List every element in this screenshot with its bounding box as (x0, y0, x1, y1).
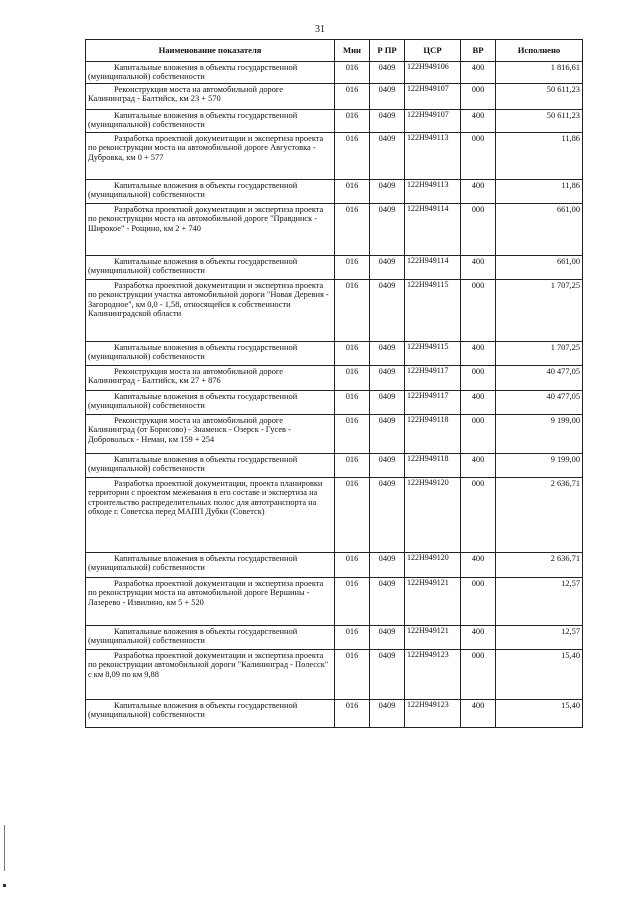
table-row (86, 279, 583, 341)
row-vr: 000 (461, 477, 496, 552)
row-rpr: 0409 (370, 62, 405, 84)
row-rpr: 0409 (370, 453, 405, 477)
row-name: Разработка проектной документации, проекта планировки территории с проектом межевания в его составе и экспертиза на строительство распределительных полос для автотранспорта на обходе г. Советска перед МАПП Дубки (Советск) (86, 477, 335, 552)
row-name: Разработка проектной документации и экспертиза проекта по реконструкции участка автомобильной дороги "Новая Деревня - Загородное", км 0,0 - 1,58, относящейся к собственности Калининградской области (86, 279, 335, 341)
row-vr: 400 (461, 699, 496, 727)
row-vr: 400 (461, 62, 496, 84)
row-rpr: 0409 (370, 341, 405, 365)
row-csr: 122Н949123 (405, 699, 461, 727)
row-min: 016 (335, 552, 370, 577)
row-min: 016 (335, 83, 370, 109)
row-vr: 400 (461, 625, 496, 649)
row-rpr: 0409 (370, 552, 405, 577)
row-min: 016 (335, 365, 370, 390)
row-name: Капитальные вложения в объекты государственной (муниципальной) собственности (86, 699, 335, 727)
row-name: Разработка проектной документации и экспертиза проекта по реконструкции моста на автомобильной дороге "Правдинск - Широкое" - Рощино, км 2 + 740 (86, 203, 335, 255)
row-name: Разработка проектной документации и экспертиза проекта по реконструкции моста на автомобильной дороге Августовка - Дубровка, км 0 + 577 (86, 132, 335, 179)
row-name: Капитальные вложения в объекты государственной (муниципальной) собственности (86, 109, 335, 132)
row-rpr: 0409 (370, 255, 405, 279)
row-csr: 122Н949113 (405, 132, 461, 179)
row-csr: 122Н949106 (405, 62, 461, 84)
table-row (86, 649, 583, 699)
row-csr: 122Н949117 (405, 365, 461, 390)
row-min: 016 (335, 255, 370, 279)
row-rpr: 0409 (370, 203, 405, 255)
row-vr: 400 (461, 552, 496, 577)
row-name: Капитальные вложения в объекты государственной (муниципальной) собственности (86, 453, 335, 477)
row-csr: 122Н949123 (405, 649, 461, 699)
table-row (86, 577, 583, 625)
header-vr: ВР (461, 40, 496, 62)
row-rpr: 0409 (370, 365, 405, 390)
header-row (86, 40, 583, 62)
row-name: Капитальные вложения в объекты государственной (муниципальной) собственности (86, 179, 335, 203)
row-sum: 2 636,71 (496, 477, 583, 552)
row-vr: 000 (461, 132, 496, 179)
row-min: 016 (335, 62, 370, 84)
margin-scan-mark (4, 825, 5, 871)
row-sum: 661,00 (496, 203, 583, 255)
row-min: 016 (335, 390, 370, 414)
row-min: 016 (335, 577, 370, 625)
table-row (86, 552, 583, 577)
row-rpr: 0409 (370, 577, 405, 625)
row-vr: 000 (461, 414, 496, 453)
header-name: Наименование показателя (86, 40, 335, 62)
page-number: 31 (315, 24, 325, 35)
row-name: Капитальные вложения в объекты государственной (муниципальной) собственности (86, 341, 335, 365)
row-rpr: 0409 (370, 390, 405, 414)
row-sum: 661,00 (496, 255, 583, 279)
row-sum: 15,40 (496, 699, 583, 727)
row-rpr: 0409 (370, 477, 405, 552)
row-sum: 1 707,25 (496, 279, 583, 341)
row-min: 016 (335, 132, 370, 179)
table-row (86, 203, 583, 255)
row-rpr: 0409 (370, 699, 405, 727)
row-sum: 1 707,25 (496, 341, 583, 365)
row-csr: 122Н949114 (405, 203, 461, 255)
row-name: Капитальные вложения в объекты государственной (муниципальной) собственности (86, 62, 335, 84)
row-sum: 9 199,00 (496, 414, 583, 453)
row-sum: 12,57 (496, 625, 583, 649)
header-sum: Исполнено (496, 40, 583, 62)
row-csr: 122Н949121 (405, 577, 461, 625)
row-csr: 122Н949118 (405, 453, 461, 477)
row-sum: 40 477,05 (496, 365, 583, 390)
row-sum: 11,86 (496, 179, 583, 203)
row-vr: 000 (461, 649, 496, 699)
table-row (86, 414, 583, 453)
row-name: Разработка проектной документации и экспертиза проекта по реконструкции автомобильной дороги "Калининград - Полесск" с км 8,09 по км 9,88 (86, 649, 335, 699)
row-rpr: 0409 (370, 279, 405, 341)
row-name: Реконструкция моста на автомобильной дороге Калининград (от Борисово) - Знаменск - Озерск - Гусев - Добровольск - Неман, км 159 + 254 (86, 414, 335, 453)
row-csr: 122Н949120 (405, 477, 461, 552)
table-row (86, 390, 583, 414)
row-min: 016 (335, 649, 370, 699)
row-min: 016 (335, 179, 370, 203)
row-csr: 122Н949121 (405, 625, 461, 649)
row-name: Разработка проектной документации и экспертиза проекта по реконструкции моста на автомобильной дороге Вершины - Лазерево - Извилино, км 5 + 520 (86, 577, 335, 625)
row-sum: 15,40 (496, 649, 583, 699)
row-name: Капитальные вложения в объекты государственной (муниципальной) собственности (86, 390, 335, 414)
row-min: 016 (335, 699, 370, 727)
row-vr: 400 (461, 453, 496, 477)
table-row (86, 699, 583, 727)
row-name: Капитальные вложения в объекты государственной (муниципальной) собственности (86, 625, 335, 649)
row-rpr: 0409 (370, 179, 405, 203)
row-name: Реконструкция моста на автомобильной дороге Калининград - Балтийск, км 23 + 570 (86, 83, 335, 109)
margin-scan-dot (3, 884, 6, 887)
row-sum: 1 816,61 (496, 62, 583, 84)
row-sum: 50 611,23 (496, 109, 583, 132)
row-vr: 000 (461, 83, 496, 109)
row-rpr: 0409 (370, 649, 405, 699)
table-row (86, 341, 583, 365)
row-csr: 122Н949115 (405, 341, 461, 365)
table-row (86, 477, 583, 552)
row-vr: 000 (461, 577, 496, 625)
table-row (86, 625, 583, 649)
row-csr: 122Н949107 (405, 83, 461, 109)
table-row (86, 62, 583, 84)
row-sum: 40 477,05 (496, 390, 583, 414)
table-row (86, 132, 583, 179)
table-row (86, 83, 583, 109)
row-min: 016 (335, 341, 370, 365)
header-min: Мин (335, 40, 370, 62)
row-sum: 12,57 (496, 577, 583, 625)
row-min: 016 (335, 109, 370, 132)
table-row (86, 365, 583, 390)
row-vr: 000 (461, 203, 496, 255)
row-vr: 400 (461, 341, 496, 365)
row-csr: 122Н949107 (405, 109, 461, 132)
row-vr: 400 (461, 109, 496, 132)
row-csr: 122Н949114 (405, 255, 461, 279)
row-csr: 122Н949120 (405, 552, 461, 577)
row-sum: 11,86 (496, 132, 583, 179)
row-csr: 122Н949115 (405, 279, 461, 341)
row-name: Реконструкция моста на автомобильной дороге Калининград - Балтийск, км 27 + 876 (86, 365, 335, 390)
row-min: 016 (335, 453, 370, 477)
row-csr: 122Н949118 (405, 414, 461, 453)
row-vr: 000 (461, 365, 496, 390)
row-sum: 9 199,00 (496, 453, 583, 477)
row-csr: 122Н949113 (405, 179, 461, 203)
row-name: Капитальные вложения в объекты государственной (муниципальной) собственности (86, 255, 335, 279)
row-min: 016 (335, 279, 370, 341)
row-rpr: 0409 (370, 625, 405, 649)
report-table (85, 39, 583, 728)
table-row (86, 255, 583, 279)
row-vr: 400 (461, 179, 496, 203)
table-row (86, 109, 583, 132)
row-sum: 2 636,71 (496, 552, 583, 577)
row-vr: 400 (461, 390, 496, 414)
row-min: 016 (335, 477, 370, 552)
header-rpr: Р ПР (370, 40, 405, 62)
row-vr: 400 (461, 255, 496, 279)
row-vr: 000 (461, 279, 496, 341)
row-min: 016 (335, 625, 370, 649)
row-rpr: 0409 (370, 109, 405, 132)
header-csr: ЦСР (405, 40, 461, 62)
row-rpr: 0409 (370, 414, 405, 453)
row-name: Капитальные вложения в объекты государственной (муниципальной) собственности (86, 552, 335, 577)
row-min: 016 (335, 414, 370, 453)
row-min: 016 (335, 203, 370, 255)
row-rpr: 0409 (370, 132, 405, 179)
row-rpr: 0409 (370, 83, 405, 109)
row-csr: 122Н949117 (405, 390, 461, 414)
table-row (86, 179, 583, 203)
row-sum: 50 611,23 (496, 83, 583, 109)
table-row (86, 453, 583, 477)
